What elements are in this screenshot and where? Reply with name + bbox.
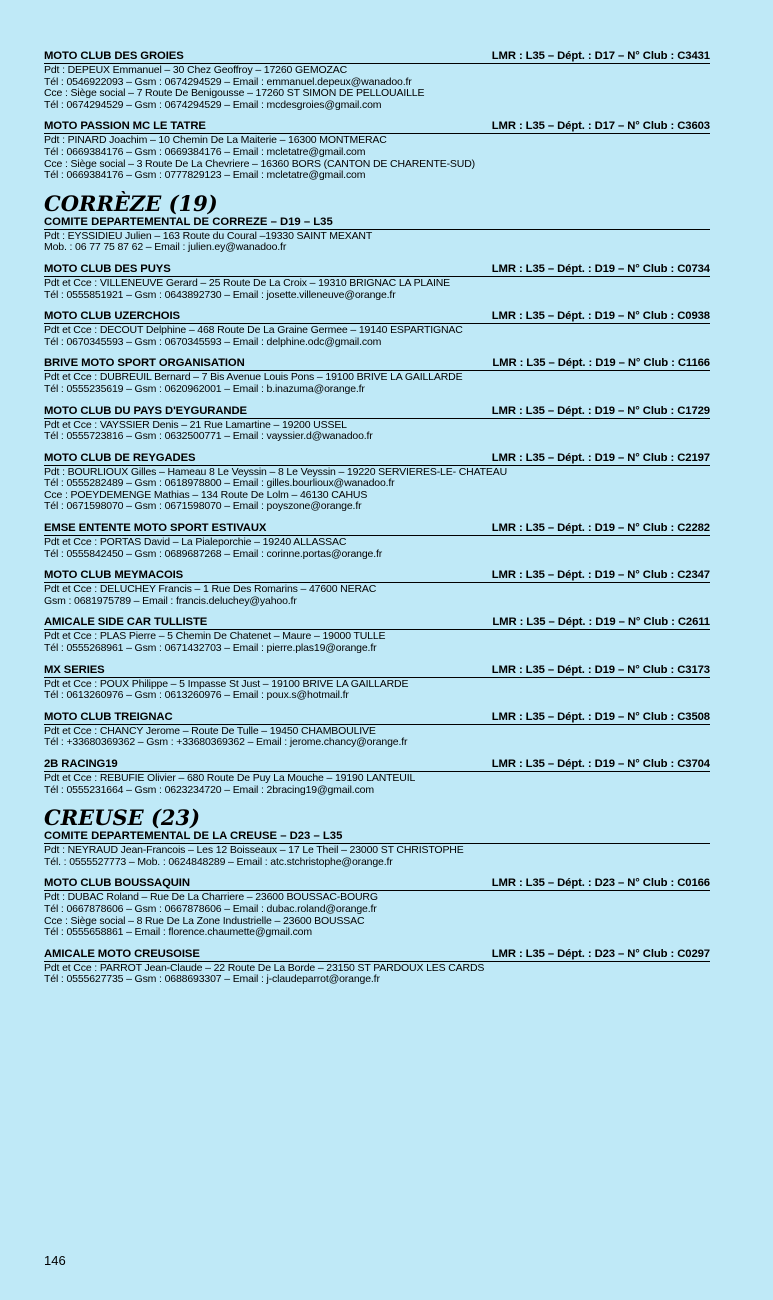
club-code: LMR : L35 – Dépt. : D19 – N° Club : C2197 bbox=[491, 451, 710, 464]
club-entry bbox=[44, 405, 710, 443]
detail-line: Pdt : DEPEUX Emmanuel – 30 Chez Geoffroy – 17260 GEMOZAC bbox=[44, 64, 348, 76]
club-details bbox=[44, 726, 710, 749]
club-entry bbox=[44, 50, 710, 111]
club-details bbox=[44, 372, 710, 395]
club-name: MOTO CLUB DES GROIES bbox=[44, 50, 184, 62]
club-details bbox=[44, 420, 710, 443]
detail-line: Pdt et Cce : PORTAS David – La Pialeporchie – 19240 ALLASSAC bbox=[44, 536, 347, 549]
committee-name: COMITE DEPARTEMENTAL DE LA CREUSE – D23 – L35 bbox=[44, 830, 710, 844]
detail-line: Tél : 0670345593 – Gsm : 0670345593 – Email : delphine.odc@gmail.com bbox=[44, 335, 382, 348]
club-details bbox=[44, 679, 710, 702]
club-details bbox=[44, 135, 710, 181]
club-details bbox=[44, 892, 710, 938]
club-name: 2B RACING19 bbox=[44, 758, 118, 770]
club-header bbox=[44, 948, 710, 962]
detail-line: Tél : +33680369362 – Gsm : +33680369362 – Email : jerome.chancy@orange.fr bbox=[44, 736, 408, 749]
club-header bbox=[44, 357, 710, 371]
detail-line: Pdt et Cce : DELUCHEY Francis – 1 Rue Des Romarins – 47600 NERAC bbox=[44, 583, 377, 596]
detail-line: Tél : 0555282489 – Gsm : 0618978800 – Email : gilles.bourlioux@wanadoo.fr bbox=[44, 477, 395, 490]
club-entry bbox=[44, 616, 710, 654]
club-header bbox=[44, 569, 710, 583]
club-details bbox=[44, 537, 710, 560]
detail-line: Pdt : DUBAC Roland – Rue De La Charriere – 23600 BOUSSAC-BOURG bbox=[44, 891, 378, 904]
club-header bbox=[44, 50, 710, 64]
club-details bbox=[44, 278, 710, 301]
club-name: MOTO CLUB MEYMACOIS bbox=[44, 569, 184, 582]
detail-line: Tél : 0674294529 – Gsm : 0674294529 – Email : mcdesgroies@gmail.com bbox=[44, 98, 382, 111]
club-name: MOTO CLUB DU PAYS D'EYGURANDE bbox=[44, 404, 247, 417]
club-code: LMR : L35 – Dépt. : D23 – N° Club : C0297 bbox=[491, 947, 710, 960]
detail-line: Gsm : 0681975789 – Email : francis.deluchey@yahoo.fr bbox=[44, 594, 297, 607]
club-code: LMR : L35 – Dépt. : D19 – N° Club : C0734 bbox=[491, 262, 710, 275]
detail-line: Cce : Siège social – 7 Route De Benigousse – 17260 ST SIMON DE PELLOUAILLE bbox=[44, 87, 425, 100]
club-name: MX SERIES bbox=[44, 663, 105, 676]
club-code: LMR : L35 – Dépt. : D17 – N° Club : C3431 bbox=[491, 50, 710, 62]
detail-line: Tél : 0555851921 – Gsm : 0643892730 – Email : josette.villeneuve@orange.fr bbox=[44, 288, 396, 301]
detail-line: Tél : 0555268961 – Gsm : 0671432703 – Email : pierre.plas19@orange.fr bbox=[44, 642, 377, 655]
detail-line: Tél : 0613260976 – Gsm : 0613260976 – Email : poux.s@hotmail.fr bbox=[44, 689, 349, 702]
detail-line: Pdt : PINARD Joachim – 10 Chemin De La Maiterie – 16300 MONTMERAC bbox=[44, 134, 387, 147]
club-entry bbox=[44, 357, 710, 395]
club-code: LMR : L35 – Dépt. : D19 – N° Club : C3173 bbox=[491, 663, 710, 676]
club-name: MOTO CLUB UZERCHOIS bbox=[44, 310, 180, 323]
club-entry bbox=[44, 263, 710, 301]
club-name: MOTO CLUB TREIGNAC bbox=[44, 710, 173, 723]
department-heading: CREUSE (23) bbox=[44, 805, 201, 831]
detail-line: Pdt et Cce : DECOUT Delphine – 468 Route De La Graine Germee – 19140 ESPARTIGNAC bbox=[44, 324, 463, 337]
page-number: 146 bbox=[44, 1253, 66, 1268]
detail-line: Pdt et Cce : PLAS Pierre – 5 Chemin De Chatenet – Maure – 19000 TULLE bbox=[44, 630, 386, 643]
detail-line: Tél : 0555658861 – Email : florence.chaumette@gmail.com bbox=[44, 926, 312, 939]
club-header bbox=[44, 405, 710, 419]
club-code: LMR : L35 – Dépt. : D19 – N° Club : C2347 bbox=[491, 569, 710, 582]
detail-line: Pdt et Cce : PARROT Jean-Claude – 22 Route De La Borde – 23150 ST PARDOUX LES CARDS bbox=[44, 961, 485, 974]
club-header bbox=[44, 263, 710, 277]
directory-content bbox=[44, 50, 710, 995]
club-details bbox=[44, 65, 710, 111]
club-details bbox=[44, 584, 710, 607]
club-code: LMR : L35 – Dépt. : D19 – N° Club : C3704 bbox=[491, 758, 710, 770]
club-entry bbox=[44, 711, 710, 749]
club-code: LMR : L35 – Dépt. : D23 – N° Club : C0166 bbox=[491, 877, 710, 890]
detail-line: Tél : 0555235619 – Gsm : 0620962001 – Email : b.inazuma@orange.fr bbox=[44, 382, 365, 395]
club-code: LMR : L35 – Dépt. : D19 – N° Club : C0938 bbox=[491, 310, 710, 323]
club-name: EMSE ENTENTE MOTO SPORT ESTIVAUX bbox=[44, 522, 267, 535]
club-name: MOTO CLUB DES PUYS bbox=[44, 262, 171, 275]
committee-entry bbox=[44, 216, 710, 254]
detail-line: Pdt et Cce : POUX Philippe – 5 Impasse St Just – 19100 BRIVE LA GAILLARDE bbox=[44, 677, 409, 690]
club-header bbox=[44, 758, 710, 772]
detail-line: Pdt et Cce : DUBREUIL Bernard – 7 Bis Avenue Louis Pons – 19100 BRIVE LA GAILLARDE bbox=[44, 371, 463, 384]
detail-line: Tél : 0667878606 – Gsm : 0667878606 – Email : dubac.roland@orange.fr bbox=[44, 902, 377, 915]
club-code: LMR : L35 – Dépt. : D19 – N° Club : C2611 bbox=[492, 616, 710, 629]
club-code: LMR : L35 – Dépt. : D17 – N° Club : C3603 bbox=[491, 120, 710, 133]
club-name: MOTO PASSION MC LE TATRE bbox=[44, 120, 206, 133]
detail-line: Pdt et Cce : REBUFIE Olivier – 680 Route De Puy La Mouche – 19190 LANTEUIL bbox=[44, 772, 416, 784]
club-name: MOTO CLUB DE REYGADES bbox=[44, 451, 196, 464]
club-name: BRIVE MOTO SPORT ORGANISATION bbox=[44, 357, 245, 370]
detail-line: Tél : 0555723816 – Gsm : 0632500771 – Email : vayssier.d@wanadoo.fr bbox=[44, 430, 373, 443]
club-header bbox=[44, 616, 710, 630]
club-entry bbox=[44, 120, 710, 181]
detail-line: Tél : 0555231664 – Gsm : 0623234720 – Email : 2bracing19@gmail.com bbox=[44, 783, 374, 796]
committee-entry bbox=[44, 830, 710, 868]
committee-details bbox=[44, 845, 710, 868]
club-code: LMR : L35 – Dépt. : D19 – N° Club : C1166 bbox=[492, 357, 710, 370]
detail-line: Cce : POEYDEMENGE Mathias – 134 Route De Lolm – 46130 CAHUS bbox=[44, 488, 368, 501]
club-header bbox=[44, 522, 710, 536]
detail-line: Mob. : 06 77 75 87 62 – Email : julien.ey@wanadoo.fr bbox=[44, 241, 287, 254]
detail-line: Tél : 0669384176 – Gsm : 0777829123 – Email : mcletatre@gmail.com bbox=[44, 169, 366, 182]
club-header bbox=[44, 120, 710, 134]
club-code: LMR : L35 – Dépt. : D19 – N° Club : C2282 bbox=[491, 522, 710, 535]
club-header bbox=[44, 877, 710, 891]
club-entry bbox=[44, 452, 710, 513]
club-details bbox=[44, 467, 710, 513]
club-entry bbox=[44, 569, 710, 607]
club-header bbox=[44, 711, 710, 725]
detail-line: Tél. : 0555527773 – Mob. : 0624848289 – Email : atc.stchristophe@orange.fr bbox=[44, 855, 393, 868]
club-header bbox=[44, 310, 710, 324]
committee-details bbox=[44, 231, 710, 254]
club-entry bbox=[44, 948, 710, 986]
detail-line: Pdt et Cce : VILLENEUVE Gerard – 25 Route De La Croix – 19310 BRIGNAC LA PLAINE bbox=[44, 276, 451, 289]
detail-line: Cce : Siège social – 8 Rue De La Zone Industrielle – 23600 BOUSSAC bbox=[44, 914, 365, 927]
club-entry bbox=[44, 310, 710, 348]
detail-line: Pdt : NEYRAUD Jean-Francois – Les 12 Boisseaux – 17 Le Theil – 23000 ST CHRISTOPHE bbox=[44, 844, 464, 857]
club-code: LMR : L35 – Dépt. : D19 – N° Club : C3508 bbox=[491, 710, 710, 723]
club-entry bbox=[44, 758, 710, 796]
committee-name: COMITE DEPARTEMENTAL DE CORREZE – D19 – L35 bbox=[44, 216, 710, 230]
detail-line: Pdt : EYSSIDIEU Julien – 163 Route du Coural –19330 SAINT MEXANT bbox=[44, 229, 373, 242]
club-details bbox=[44, 325, 710, 348]
club-code: LMR : L35 – Dépt. : D19 – N° Club : C1729 bbox=[491, 404, 710, 417]
detail-line: Pdt et Cce : VAYSSIER Denis – 21 Rue Lamartine – 19200 USSEL bbox=[44, 418, 347, 431]
detail-line: Tél : 0546922093 – Gsm : 0674294529 – Email : emmanuel.depeux@wanadoo.fr bbox=[44, 75, 412, 88]
club-name: MOTO CLUB BOUSSAQUIN bbox=[44, 877, 190, 890]
department-heading: CORRÈZE (19) bbox=[44, 190, 218, 216]
detail-line: Tél : 0669384176 – Gsm : 0669384176 – Email : mcletatre@gmail.com bbox=[44, 145, 366, 158]
club-entry bbox=[44, 877, 710, 938]
club-entry bbox=[44, 522, 710, 560]
detail-line: Pdt : BOURLIOUX Gilles – Hameau 8 Le Veyssin – 8 Le Veyssin – 19220 SERVIERES-LE- CHATEAU bbox=[44, 465, 508, 478]
club-header bbox=[44, 452, 710, 466]
club-name: AMICALE SIDE CAR TULLISTE bbox=[44, 616, 208, 629]
club-details bbox=[44, 631, 710, 654]
club-details bbox=[44, 773, 710, 796]
club-name: AMICALE MOTO CREUSOISE bbox=[44, 947, 200, 960]
club-entry bbox=[44, 664, 710, 702]
detail-line: Pdt et Cce : CHANCY Jerome – Route De Tulle – 19450 CHAMBOULIVE bbox=[44, 724, 376, 737]
detail-line: Tél : 0671598070 – Gsm : 0671598070 – Email : poyszone@orange.fr bbox=[44, 500, 362, 513]
detail-line: Cce : Siège social – 3 Route De La Chevriere – 16360 BORS (CANTON DE CHARENTE-SUD) bbox=[44, 157, 476, 170]
detail-line: Tél : 0555627735 – Gsm : 0688693307 – Email : j-claudeparrot@orange.fr bbox=[44, 973, 380, 986]
club-details bbox=[44, 963, 710, 986]
club-header bbox=[44, 664, 710, 678]
detail-line: Tél : 0555842450 – Gsm : 0689687268 – Email : corinne.portas@orange.fr bbox=[44, 547, 383, 560]
